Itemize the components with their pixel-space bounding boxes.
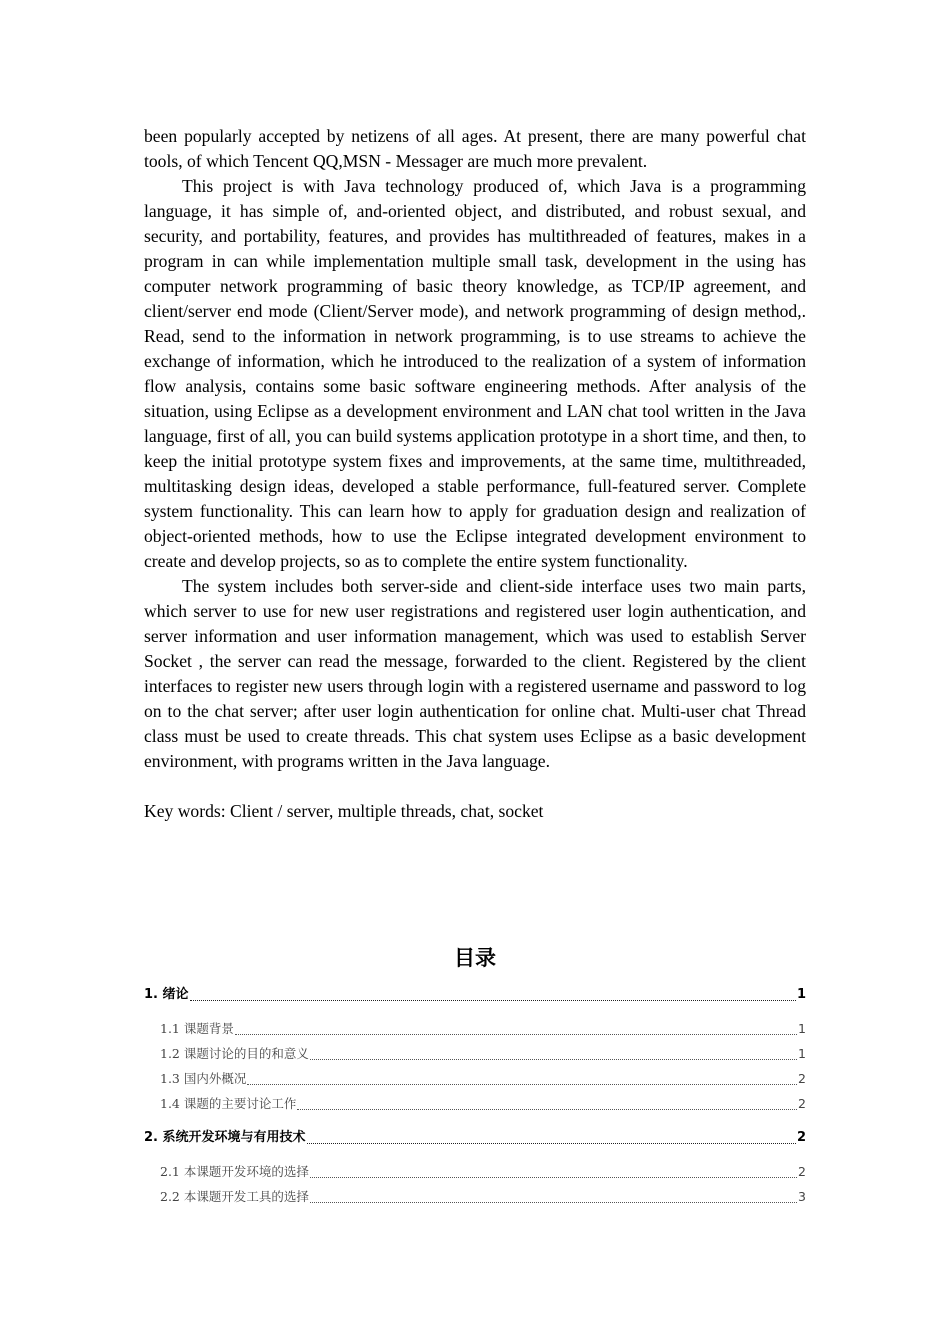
toc-entry[interactable] [144,1041,806,1066]
toc-page-number: 1 [798,1021,806,1036]
toc-page-number: 2 [798,1164,806,1179]
toc-leader-dots [235,1026,797,1035]
toc-entry-label: 1.4 课题的主要讨论工作 [160,1096,297,1111]
toc-leader-dots [247,1076,797,1085]
toc-gap [144,1150,806,1159]
toc-gap [144,1007,806,1016]
toc-entry-label: 1. 绪论 [144,987,189,1002]
toc-title: 目录 [454,946,496,970]
abstract-paragraph: The system includes both server-side and client-side interface uses two main parts, which server to use for new user registrations and registered user login authentication, and server information and user information management, which was used to establish Server Socket , the server can read the message, forwarded to the client. Registered by the client interfaces to register new users through login with a registered username and password to log on to the chat server; after user login authentication for online chat. Multi-user chat Thread class must be used to create threads. This chat system uses Eclipse as a basic development environment, with programs written in the Java language. [144,576,806,771]
toc-page-number: 2 [796,1130,806,1145]
toc-entry-label: 2.1 本课题开发环境的选择 [160,1164,309,1179]
toc-entry-label: 1.2 课题讨论的目的和意义 [160,1046,309,1061]
toc-entry-label: 2.2 本课题开发工具的选择 [160,1189,309,1204]
toc-page-number: 1 [798,1046,806,1061]
toc-leader-dots [310,1051,797,1060]
toc-entry[interactable] [144,982,806,1007]
toc-entry-label: 1.1 课题背景 [160,1021,234,1036]
toc-page-number: 3 [798,1189,806,1204]
keywords: Key words: Client / server, multiple threads, chat, socket [144,801,544,821]
toc-entry[interactable] [144,1184,806,1209]
toc-leader-dots [190,992,796,1001]
toc-entry[interactable] [144,1066,806,1091]
toc-entry[interactable] [144,1016,806,1041]
table-of-contents [144,982,806,1209]
toc-page-number: 2 [798,1071,806,1086]
toc-leader-dots [310,1194,797,1203]
toc-page-number: 2 [798,1096,806,1111]
abstract-paragraph: This project is with Java technology produced of, which Java is a programming language, it has simple of, and-oriented object, and distributed, and robust sexual, and security, and portability, features, and provides has multithreaded of features, makes in a program in can while implementation multiple small task, development in the using has computer network programming of basic theory knowledge, as TCP/IP agreement, and client/server end mode (Client/Server mode), and network programming of design method,. Read, send to the information in network programming, is to use streams to achieve the exchange of information, which he introduced to the realization of a system of information flow analysis, contains some basic software engineering methods. After analysis of the situation, using Eclipse as a development environment and LAN chat tool written in the Java language, first of all, you can build systems application prototype in a short time, and then, to keep the initial prototype system fixes and improvements, at the same time, multithreaded, multitasking design ideas, developed a stable performance, full-featured server. Complete system functionality. This can learn how to apply for graduation design and realization of object-oriented methods, how to use the Eclipse integrated development environment to create and develop projects, so as to complete the entire system functionality. [144,176,806,571]
toc-entry-label: 2. 系统开发环境与有用技术 [144,1130,306,1145]
toc-leader-dots [297,1101,797,1110]
toc-leader-dots [307,1135,796,1144]
abstract-paragraph: been popularly accepted by netizens of all ages. At present, there are many powerful chat tools, of which Tencent QQ,MSN - Messager are much more prevalent. [144,126,806,171]
toc-entry[interactable] [144,1091,806,1116]
toc-entry[interactable] [144,1159,806,1184]
toc-page-number: 1 [796,987,806,1002]
toc-gap [144,1116,806,1125]
toc-entry[interactable] [144,1125,806,1150]
toc-leader-dots [310,1169,797,1178]
toc-entry-label: 1.3 国内外概况 [160,1071,247,1086]
abstract-section [144,124,806,824]
